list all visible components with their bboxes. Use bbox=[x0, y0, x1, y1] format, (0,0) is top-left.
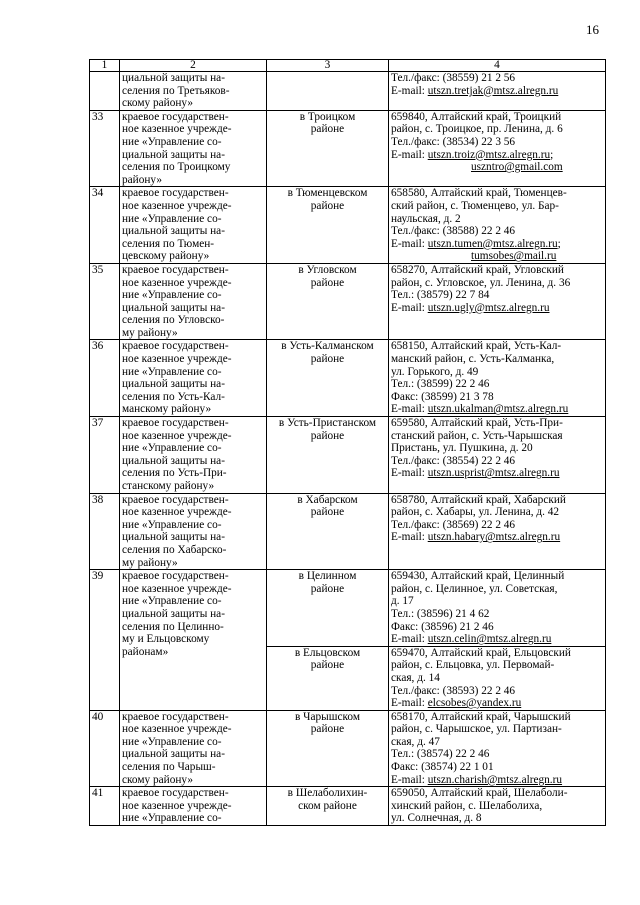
table-row bbox=[90, 417, 606, 494]
organization-cell bbox=[120, 570, 267, 711]
address-line: Тел./факс: (38559) 21 2 56 bbox=[391, 72, 516, 84]
email-line bbox=[391, 250, 603, 263]
organization-line: селения по Тюмен- bbox=[122, 237, 215, 250]
organization-line: ние «Управление со- bbox=[122, 518, 222, 531]
location-line: в Шелаболихин- bbox=[287, 787, 368, 800]
address-line: ская, д. 14 bbox=[391, 671, 440, 684]
organization-line: селения по Чарыш- bbox=[122, 761, 216, 774]
row-number bbox=[90, 72, 120, 111]
email-line: E-mail: elcsobes@yandex.ru bbox=[391, 697, 522, 710]
organization-line: му району» bbox=[122, 556, 178, 569]
organization-line: ние «Управление со- bbox=[122, 595, 222, 608]
row-number: 40 bbox=[90, 710, 120, 787]
organization-line: циальной защиты на- bbox=[122, 148, 225, 161]
address-cell bbox=[389, 570, 606, 647]
location-line: районе bbox=[310, 723, 345, 736]
email-line: E-mail: utszn.tretjak@mtsz.alregn.ru bbox=[391, 84, 559, 97]
address-line: 658580, Алтайский край, Тюменцев- bbox=[391, 187, 567, 200]
row-number: 34 bbox=[90, 187, 120, 264]
organization-line: селения по Третьяков- bbox=[122, 84, 230, 97]
address-line: Тел./факс: (38554) 22 2 46 bbox=[391, 454, 516, 467]
location-cell bbox=[267, 263, 389, 340]
organization-line: ное казенное учрежде- bbox=[122, 199, 232, 212]
row-number: 37 bbox=[90, 417, 120, 494]
location-line: районе bbox=[310, 123, 345, 136]
address-cell bbox=[389, 187, 606, 264]
address-line: ул. Солнечная, д. 8 bbox=[391, 812, 482, 825]
address-line: район, с. Троицкое, пр. Ленина, д. 6 bbox=[391, 123, 563, 136]
location-line: районе bbox=[310, 276, 345, 289]
address-line: манский район, с. Усть-Калманка, bbox=[391, 353, 555, 366]
row-number: 39 bbox=[90, 570, 120, 711]
organization-line: краевое государствен- bbox=[122, 493, 229, 506]
address-cell bbox=[389, 646, 606, 710]
organization-line: селения по Троицкому bbox=[122, 161, 231, 174]
organization-line: селения по Хабарско- bbox=[122, 543, 227, 556]
organization-cell bbox=[120, 187, 267, 264]
email-line: E-mail: utszn.tumen@mtsz.alregn.ru; bbox=[391, 237, 561, 250]
organization-line: ние «Управление со- bbox=[122, 442, 222, 455]
email-address: elcsobes@yandex.ru bbox=[427, 697, 522, 710]
organization-line: краевое государствен- bbox=[122, 710, 229, 723]
table-row bbox=[90, 710, 606, 787]
organization-line: циальной защиты на- bbox=[122, 454, 225, 467]
location-cell bbox=[267, 646, 389, 710]
organization-cell bbox=[120, 340, 267, 417]
header-cell: 4 bbox=[389, 60, 606, 72]
table-row bbox=[90, 340, 606, 417]
email-line: E-mail: utszn.troiz@mtsz.alregn.ru; bbox=[391, 148, 554, 161]
address-line: ский район, с. Тюменцево, ул. Бар- bbox=[391, 199, 559, 212]
location-cell bbox=[267, 72, 389, 111]
email-address: utszn.charish@mtsz.alregn.ru bbox=[427, 773, 563, 786]
address-line: станский район, с. Усть-Чарышская bbox=[391, 429, 563, 442]
email-address: utszn.tumen@mtsz.alregn.ru bbox=[427, 237, 558, 250]
header-cell: 3 bbox=[267, 60, 389, 72]
table-row bbox=[90, 493, 606, 570]
organization-line: му району» bbox=[122, 326, 178, 339]
location-cell bbox=[267, 187, 389, 264]
page-number: 16 bbox=[586, 22, 599, 37]
organization-line: ние «Управление со- bbox=[122, 135, 222, 148]
address-line: 659840, Алтайский край, Троицкий bbox=[391, 110, 562, 123]
organization-line: районам» bbox=[122, 645, 169, 658]
location-cell bbox=[267, 787, 389, 826]
organization-line: цевскому району» bbox=[122, 250, 210, 263]
address-line: Тел.: (38596) 21 4 62 bbox=[391, 607, 490, 620]
organization-line: ное казенное учрежде- bbox=[122, 276, 232, 289]
organization-line: ное казенное учрежде- bbox=[122, 123, 232, 136]
address-line: район, с. Ельцовка, ул. Первомай- bbox=[391, 659, 555, 672]
location-line: районе bbox=[310, 582, 345, 595]
email-line: E-mail: utszn.celin@mtsz.alregn.ru bbox=[391, 633, 552, 646]
address-cell bbox=[389, 263, 606, 340]
organization-line: скому району» bbox=[122, 773, 193, 786]
address-line: Тел./факс: (38588) 22 2 46 bbox=[391, 225, 516, 238]
organization-line: циальной защиты на- bbox=[122, 72, 225, 84]
organization-line: ние «Управление со- bbox=[122, 365, 222, 378]
organization-line: ние «Управление со- bbox=[122, 289, 222, 302]
email-address: tumsobes@mail.ru bbox=[471, 250, 557, 263]
organization-line: краевое государствен- bbox=[122, 263, 229, 276]
address-line: д. 17 bbox=[391, 595, 414, 608]
email-address: utszn.habary@mtsz.alregn.ru bbox=[427, 531, 561, 544]
address-line: 659430, Алтайский край, Целинный bbox=[391, 570, 565, 583]
location-cell bbox=[267, 570, 389, 647]
header-cell: 1 bbox=[90, 60, 120, 72]
location-line: в Троицком bbox=[299, 110, 356, 123]
organization-line: селения по Целинно- bbox=[122, 620, 224, 633]
organization-line: му и Ельцовскому bbox=[122, 633, 210, 646]
organization-cell bbox=[120, 417, 267, 494]
location-cell bbox=[267, 340, 389, 417]
location-line: районе bbox=[310, 353, 345, 366]
email-address: utszn.troiz@mtsz.alregn.ru bbox=[427, 148, 551, 161]
address-line: Пристань, ул. Пушкина, д. 20 bbox=[391, 442, 533, 455]
address-line: район, с. Целинное, ул. Советская, bbox=[391, 582, 558, 595]
email-line bbox=[391, 161, 603, 174]
location-cell bbox=[267, 417, 389, 494]
organization-cell bbox=[120, 72, 267, 111]
address-cell bbox=[389, 710, 606, 787]
address-line: Факс: (38599) 21 3 78 bbox=[391, 390, 494, 403]
address-cell bbox=[389, 110, 606, 187]
table-row bbox=[90, 187, 606, 264]
organization-line: ное казенное учрежде- bbox=[122, 353, 232, 366]
organization-line: краевое государствен- bbox=[122, 340, 229, 353]
table-row bbox=[90, 110, 606, 187]
organization-line: циальной защиты на- bbox=[122, 301, 225, 314]
email-address: utszn.usprist@mtsz.alregn.ru bbox=[427, 467, 560, 480]
address-line: Тел./факс: (38534) 22 3 56 bbox=[391, 135, 516, 148]
address-line: Факс: (38574) 22 1 01 bbox=[391, 761, 494, 774]
organization-cell bbox=[120, 710, 267, 787]
organization-cell bbox=[120, 493, 267, 570]
address-line: 659050, Алтайский край, Шелаболи- bbox=[391, 787, 568, 800]
organization-line: ние «Управление со- bbox=[122, 735, 222, 748]
organization-line: краевое государствен- bbox=[122, 570, 229, 583]
address-cell bbox=[389, 787, 606, 826]
location-cell bbox=[267, 110, 389, 187]
address-line: ул. Горького, д. 49 bbox=[391, 365, 479, 378]
organization-line: краевое государствен- bbox=[122, 110, 229, 123]
location-line: в Ельцовском bbox=[294, 646, 361, 659]
address-cell bbox=[389, 72, 606, 111]
organization-line: циальной защиты на- bbox=[122, 225, 225, 238]
organization-line: ное казенное учрежде- bbox=[122, 506, 232, 519]
address-cell bbox=[389, 417, 606, 494]
email-line: E-mail: utszn.ugly@mtsz.alregn.ru bbox=[391, 301, 550, 314]
location-line: районе bbox=[310, 659, 345, 672]
address-line: район, с. Чарышское, ул. Партизан- bbox=[391, 723, 562, 736]
location-line: районе bbox=[310, 429, 345, 442]
organization-line: селения по Усть-При- bbox=[122, 467, 227, 480]
address-line: 659580, Алтайский край, Усть-При- bbox=[391, 417, 563, 430]
location-line: районе bbox=[310, 199, 345, 212]
address-line: 658170, Алтайский край, Чарышский bbox=[391, 710, 571, 723]
organization-line: ное казенное учрежде- bbox=[122, 799, 232, 812]
row-number: 33 bbox=[90, 110, 120, 187]
row-number: 35 bbox=[90, 263, 120, 340]
location-line: в Чарышском bbox=[295, 710, 360, 723]
table-row bbox=[90, 72, 606, 111]
location-line: районе bbox=[310, 506, 345, 519]
row-number: 38 bbox=[90, 493, 120, 570]
institutions-table bbox=[89, 59, 606, 826]
address-line: Факс: (38596) 21 2 46 bbox=[391, 620, 494, 633]
organization-line: ние «Управление со- bbox=[122, 812, 222, 825]
email-address: utszn.ugly@mtsz.alregn.ru bbox=[427, 301, 550, 314]
location-line: в Угловском bbox=[298, 263, 357, 276]
location-line: в Целинном bbox=[298, 570, 357, 583]
address-line: Тел.: (38574) 22 2 46 bbox=[391, 748, 490, 761]
table-row bbox=[90, 787, 606, 826]
email-line: E-mail: utszn.ukalman@mtsz.alregn.ru bbox=[391, 403, 569, 416]
address-line: Тел.: (38599) 22 2 46 bbox=[391, 378, 490, 391]
email-line: E-mail: utszn.habary@mtsz.alregn.ru bbox=[391, 531, 561, 544]
organization-line: скому району» bbox=[122, 97, 193, 110]
organization-line: станскому району» bbox=[122, 480, 215, 492]
address-line: район, с. Хабары, ул. Ленина, д. 42 bbox=[391, 506, 560, 519]
address-line: 658150, Алтайский край, Усть-Кал- bbox=[391, 340, 562, 353]
email-line: E-mail: utszn.charish@mtsz.alregn.ru bbox=[391, 773, 563, 786]
organization-line: ное казенное учрежде- bbox=[122, 582, 232, 595]
table-row bbox=[90, 570, 606, 647]
organization-line: краевое государствен- bbox=[122, 787, 229, 800]
address-line: 659470, Алтайский край, Ельцовский bbox=[391, 646, 571, 659]
address-line: 658780, Алтайский край, Хабарский bbox=[391, 493, 566, 506]
location-line: ском районе bbox=[298, 799, 357, 812]
organization-line: циальной защиты на- bbox=[122, 531, 225, 544]
location-line: в Усть-Пристанском bbox=[278, 417, 377, 430]
address-line: хинский район, с. Шелаболиха, bbox=[391, 799, 543, 812]
organization-line: району» bbox=[122, 173, 162, 186]
location-line: в Тюменцевском bbox=[287, 187, 368, 200]
organization-line: селения по Угловско- bbox=[122, 314, 225, 327]
organization-line: ние «Управление со- bbox=[122, 212, 222, 225]
row-number: 41 bbox=[90, 787, 120, 826]
address-cell bbox=[389, 493, 606, 570]
table-header-row bbox=[90, 60, 606, 72]
location-cell bbox=[267, 493, 389, 570]
organization-cell bbox=[120, 110, 267, 187]
email-address: uszntro@gmail.com bbox=[471, 161, 563, 174]
organization-line: краевое государствен- bbox=[122, 187, 229, 200]
address-line: район, с. Угловское, ул. Ленина, д. 36 bbox=[391, 276, 571, 289]
organization-line: циальной защиты на- bbox=[122, 378, 225, 391]
table-body bbox=[90, 60, 606, 826]
email-address: utszn.tretjak@mtsz.alregn.ru bbox=[427, 84, 559, 97]
address-line: Тел./факс: (38569) 22 2 46 bbox=[391, 518, 516, 531]
row-number: 36 bbox=[90, 340, 120, 417]
address-line: Тел./факс: (38593) 22 2 46 bbox=[391, 684, 516, 697]
organization-line: циальной защиты на- bbox=[122, 748, 225, 761]
address-line: наульская, д. 2 bbox=[391, 212, 461, 225]
organization-cell bbox=[120, 787, 267, 826]
address-line: ская, д. 47 bbox=[391, 735, 440, 748]
organization-line: манскому району» bbox=[122, 403, 212, 416]
address-line: Тел.: (38579) 22 7 84 bbox=[391, 289, 490, 302]
email-line: E-mail: utszn.usprist@mtsz.alregn.ru bbox=[391, 467, 560, 480]
organization-line: ное казенное учрежде- bbox=[122, 723, 232, 736]
organization-line: краевое государствен- bbox=[122, 417, 229, 430]
location-line: в Усть-Калманском bbox=[281, 340, 374, 353]
address-line: 658270, Алтайский край, Угловский bbox=[391, 263, 564, 276]
organization-line: ное казенное учрежде- bbox=[122, 429, 232, 442]
table-row bbox=[90, 263, 606, 340]
location-line: в Хабарском bbox=[297, 493, 358, 506]
organization-line: селения по Усть-Кал- bbox=[122, 390, 225, 403]
organization-cell bbox=[120, 263, 267, 340]
address-cell bbox=[389, 340, 606, 417]
header-cell: 2 bbox=[120, 60, 267, 72]
organization-line: циальной защиты на- bbox=[122, 607, 225, 620]
email-address: utszn.celin@mtsz.alregn.ru bbox=[427, 633, 552, 646]
location-cell bbox=[267, 710, 389, 787]
email-address: utszn.ukalman@mtsz.alregn.ru bbox=[427, 403, 569, 416]
